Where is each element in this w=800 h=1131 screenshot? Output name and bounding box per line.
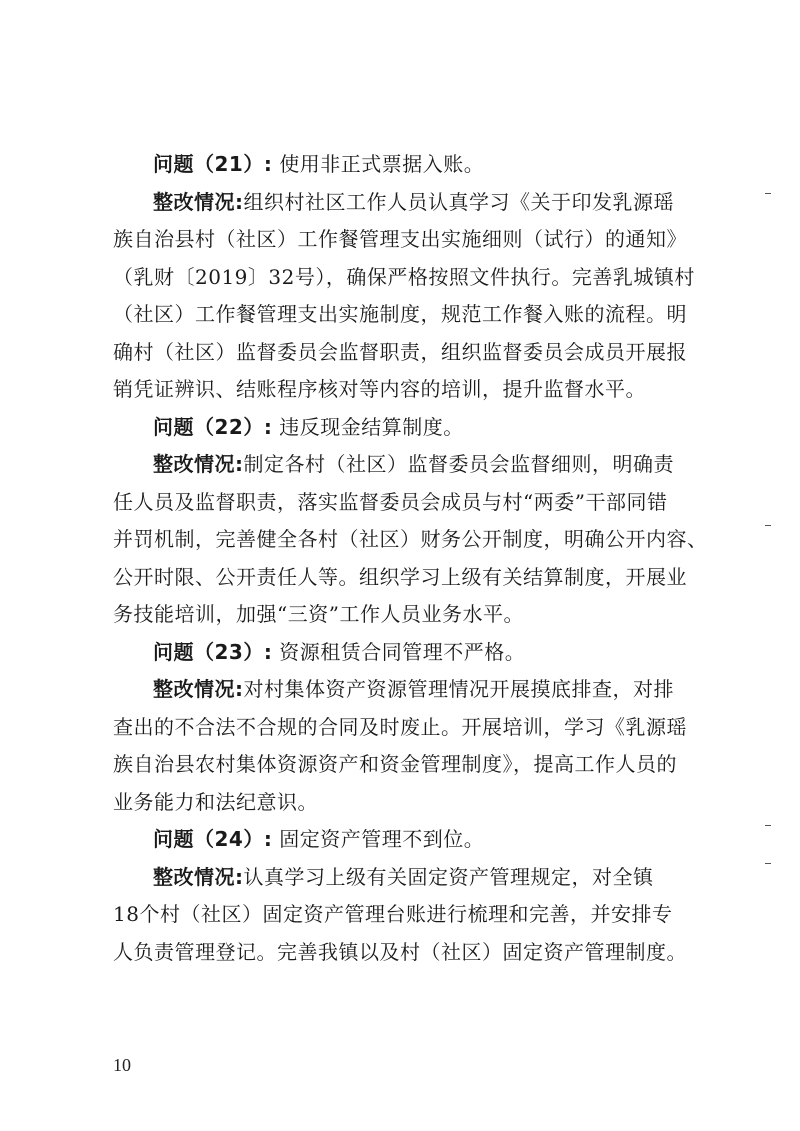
section-21: [113, 146, 713, 409]
issue-label: 问题（24）:: [153, 827, 273, 851]
fix-text: 对村集体资产资源管理情况开展摸底排查，对排: [243, 677, 674, 701]
fix-paragraph-line: 并罚机制，完善健全各村（社区）财务公开制度，明确公开内容、: [113, 527, 708, 551]
fix-paragraph-line: 族自治县村（社区）工作餐管理支出实施细则（试行）的通知》: [113, 227, 687, 251]
section-22: [113, 409, 713, 634]
issue-text: 违反现金结算制度。: [279, 414, 464, 439]
fix-paragraph-line: 查出的不合法不合规的合同及时废止。开展培训，学习《乳源瑶: [113, 714, 687, 739]
issue-text: 固定资产管理不到位。: [279, 827, 485, 851]
issue-label: 问题（23）:: [153, 639, 273, 664]
fix-paragraph-line: 公开时限、公开责任人等。组织学习上级有关结算制度，开展业: [113, 564, 687, 589]
issue-heading: [113, 634, 713, 672]
section-24: [113, 821, 713, 971]
issue-heading: [113, 821, 713, 859]
fix-paragraph-line: [113, 184, 713, 222]
fix-text: 制定各村（社区）监督委员会监督细则，明确责: [243, 452, 674, 476]
fix-paragraph-line: （乳财〔2019〕32号），确保严格按照文件执行。完善乳城镇村: [113, 264, 695, 289]
fix-paragraph-line: 族自治县农村集体资源资产和资金管理制度》，提高工作人员的: [113, 752, 677, 776]
issue-heading: [113, 409, 713, 447]
fix-paragraph-line: [113, 859, 713, 897]
scan-mark: [765, 525, 771, 526]
fix-paragraph-line: 任人员及监督职责，落实监督委员会成员与村“两委”干部同错: [113, 489, 668, 514]
fix-label: 整改情况:: [153, 677, 244, 701]
fix-paragraph-line: 18个村（社区）固定资产管理台账进行梳理和完善，并安排专: [113, 902, 673, 926]
fix-paragraph-line: 销凭证辨识、结账程序核对等内容的培训，提升监督水平。: [113, 377, 646, 401]
section-23: [113, 634, 713, 822]
scan-mark: [765, 863, 771, 864]
fix-label: 整改情况:: [153, 864, 244, 889]
fix-paragraph-line: （社区）工作餐管理支出实施制度，规范工作餐入账的流程。明: [113, 302, 687, 326]
fix-label: 整改情况:: [153, 452, 244, 476]
document-body: [113, 146, 713, 971]
fix-paragraph-line: 业务能力和法纪意识。: [113, 789, 318, 814]
fix-paragraph-line: 人负责管理登记。完善我镇以及村（社区）固定资产管理制度。: [113, 939, 687, 964]
fix-paragraph-line: 务技能培训，加强“三资”工作人员业务水平。: [113, 602, 524, 626]
issue-label: 问题（21）:: [153, 152, 273, 176]
fix-paragraph-line: [113, 446, 713, 484]
page-number: 10: [113, 1055, 131, 1075]
fix-text: 组织村社区工作人员认真学习《关于印发乳源瑶: [243, 189, 674, 214]
fix-label: 整改情况:: [153, 189, 244, 214]
scan-mark: [765, 825, 771, 826]
fix-paragraph-line: 确村（社区）监督委员会监督职责，组织监督委员会成员开展报: [113, 339, 687, 364]
fix-paragraph-line: [113, 671, 713, 709]
issue-text: 资源租赁合同管理不严格。: [279, 639, 526, 664]
issue-label: 问题（22）:: [153, 414, 273, 439]
scan-mark: [765, 193, 771, 194]
issue-heading: [113, 146, 713, 184]
issue-text: 使用非正式票据入账。: [279, 152, 485, 176]
fix-text: 认真学习上级有关固定资产管理规定，对全镇: [243, 864, 654, 889]
